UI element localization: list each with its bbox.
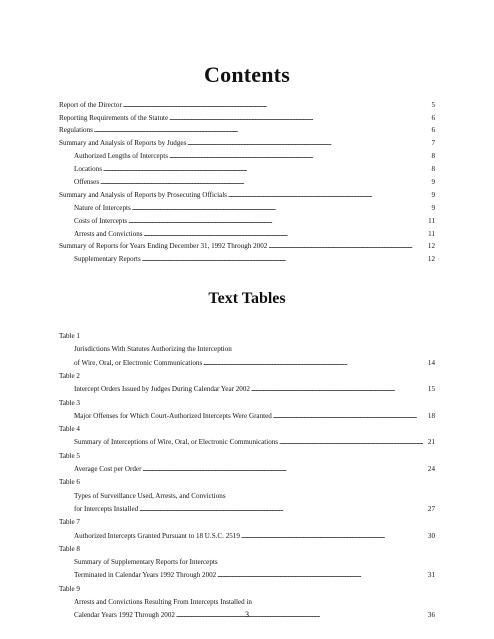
toc-entry-label: Summary and Analysis of Reports by Prosecuting Officials [59,191,227,199]
toc-entry-label: Average Cost per Order [74,465,142,473]
toc-entry-label: Major Offenses for Which Court-Authorized Intercepts Were Granted [74,411,272,420]
toc-entry-label: Intercept Orders Issued by Judges During Calendar Year 2002 [74,385,250,394]
toc-entry-label: Costs of Intercepts [74,217,128,225]
table-heading: Table 1 [59,332,80,340]
table-heading: Table 4 [59,425,80,434]
toc-entry [59,360,435,368]
toc-entry [59,218,435,226]
table-heading: Table 5 [59,451,80,460]
table-title-line: Arrests and Convictions Resulting From Intercepts Installed in [74,598,252,606]
toc-entry [59,231,435,239]
toc-entry-label: Authorized Lengths of Intercepts [74,152,168,160]
dot-leader [128,218,424,226]
dot-leader [144,231,424,239]
toc-entry-label: of Wire, Oral, or Electronic Communications [74,358,203,367]
table-title-line: Jurisdictions With Statutes Authorizing the Interception [74,345,232,354]
dot-leader [187,140,424,148]
toc-entry-label: Regulations [59,126,93,134]
toc-page-number: 30 [427,531,435,540]
toc-entry [59,192,435,200]
toc-entry [59,115,435,123]
toc-page-number: 36 [427,611,435,620]
table-heading: Table 3 [59,398,80,407]
dot-leader [228,192,424,200]
toc-entry-label: Locations [74,165,102,173]
toc-entry [59,572,435,580]
toc-entry [59,179,435,187]
toc-entry [59,153,435,161]
toc-page-number: 15 [427,385,435,394]
toc-entry-label: Calendar Years 1992 Through 2002 [74,611,175,620]
dot-leader [217,572,424,580]
toc-entry-label: Summary and Analysis of Reports by Judges [59,139,187,147]
toc-page-number: 24 [427,465,435,473]
toc-page-number: 21 [427,438,435,447]
toc-entry-label: Summary of Reports for Years Ending December 31, 1992 Through 2002 [59,242,268,250]
toc-entry [59,205,435,213]
toc-entry [59,140,435,148]
table-heading: Table 8 [59,544,80,553]
dot-leader [169,153,424,161]
dot-leader [100,179,424,187]
toc-page-number: 5 [431,101,435,109]
toc-entry [59,533,435,541]
table-heading: Table 9 [59,584,80,593]
dot-leader [251,386,424,394]
toc-page-number: 11 [428,230,435,238]
toc-page-number: 14 [427,358,435,367]
dot-leader [132,205,424,213]
table-title-line: Summary of Supplementary Reports for Intercepts [74,558,218,567]
dot-leader [279,439,424,447]
toc-page-number: 12 [427,255,435,263]
toc-entry-label: Authorized Intercepts Granted Pursuant to 18 U.S.C. 2519 [74,531,240,540]
toc-entry [59,386,435,394]
dot-leader [241,533,424,541]
toc-entry-label: Supplementary Reports [74,255,141,263]
dot-leader [273,413,424,421]
toc-page-number: 11 [428,217,435,225]
page-title: Contents [204,62,290,87]
toc-entry-label: Summary of Interceptions of Wire, Oral, or Electronic Communications [74,438,279,447]
table-heading: Table 2 [59,371,80,380]
toc-entry-label: for Intercepts Installed [74,504,139,513]
toc-entry-label: Report of the Director [59,101,122,109]
toc-page-number: 6 [431,114,435,122]
toc-page-number: 8 [431,152,435,160]
table-heading: Table 7 [59,518,80,527]
toc-entry [59,256,435,264]
dot-leader [94,127,424,135]
toc-entry [59,506,435,514]
toc-entry-label: Terminated in Calendar Years 1992 Through 2002 [74,571,217,580]
dot-leader [142,256,424,264]
toc-entry [59,243,435,251]
toc-entry-label: Reporting Requirements of the Statute [59,114,169,122]
toc-page-number: 9 [431,178,435,186]
toc-entry-label: Arrests and Convictions [74,230,143,238]
toc-entry [59,413,435,421]
toc-page-number: 12 [427,242,435,250]
toc-page-number: 18 [427,411,435,420]
toc-page-number: 9 [431,204,435,212]
toc-page-number: 6 [431,126,435,134]
table-title-line: Types of Surveillance Used, Arrests, and Convictions [74,491,226,500]
toc-entry [59,466,435,474]
toc-page-number: 9 [431,191,435,199]
toc-page-number: 31 [427,571,435,580]
toc-entry-label: Nature of Intercepts [74,204,131,212]
dot-leader [123,102,424,110]
dot-leader [268,243,424,251]
toc-entry [59,166,435,174]
toc-entry [59,127,435,135]
toc-entry [59,439,435,447]
toc-entry-label: Offenses [74,178,100,186]
toc-page-number: 27 [427,504,435,513]
dot-leader [142,466,424,474]
dot-leader [139,506,424,514]
toc-page-number: 7 [431,139,435,147]
dot-leader [203,360,424,368]
page-number: 3 [245,610,249,619]
toc-page-number: 8 [431,165,435,173]
table-heading: Table 6 [59,478,80,487]
dot-leader [103,166,424,174]
text-tables-title: Text Tables [208,290,286,307]
toc-entry [59,102,435,110]
dot-leader [169,115,424,123]
